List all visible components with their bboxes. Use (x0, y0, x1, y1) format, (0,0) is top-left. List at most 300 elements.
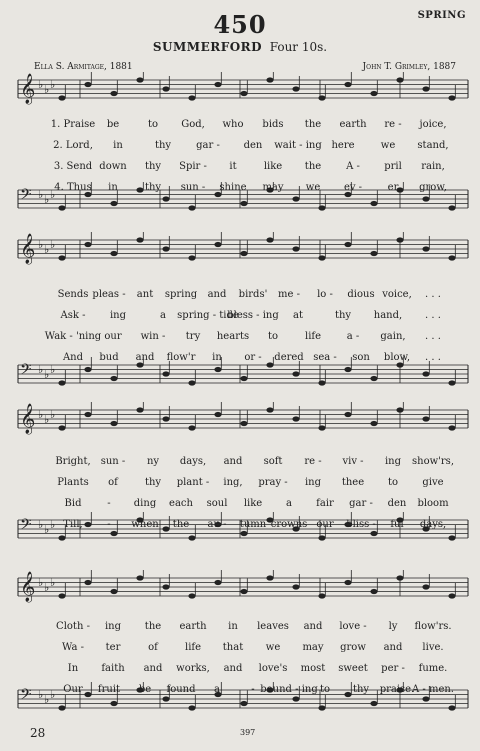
lyric-syllable: the (172, 519, 190, 530)
note-head (188, 380, 195, 385)
lyric-syllable: flow'rs. (414, 621, 452, 632)
lyric-syllable: in (212, 352, 222, 363)
note-head (162, 416, 169, 421)
lyric-syllable: voice, (382, 289, 412, 300)
note-head (292, 246, 299, 251)
lyric-syllable: stand, (417, 140, 449, 151)
flat-icon: ♭ (38, 576, 44, 589)
tune-line (0, 40, 480, 54)
lyric-syllable: in (108, 182, 118, 193)
note-head (396, 407, 403, 412)
lyric-syllable: . . . (425, 289, 441, 300)
lyric-syllable: a (214, 684, 220, 695)
lyric-syllable: at (293, 310, 303, 321)
note-head (266, 407, 273, 412)
note-head (396, 575, 403, 580)
lyric-syllable: most (300, 663, 326, 674)
note-head (344, 367, 351, 372)
flat-icon: ♭ (50, 688, 56, 701)
flat-icon: ♭ (38, 238, 44, 251)
verse-line (55, 309, 455, 325)
note-head (370, 251, 377, 256)
note-head (188, 705, 195, 710)
lyric-syllable: . . . (425, 352, 441, 363)
lyric-syllable: Plants (57, 477, 89, 488)
flat-icon: ♭ (38, 518, 44, 531)
note-head (318, 705, 325, 710)
lyric-syllable: Bid (64, 498, 82, 509)
lyric-syllable: a (286, 498, 292, 509)
note-head (448, 593, 455, 598)
lyric-syllable: and (207, 289, 227, 300)
lyric-syllable: Till, (63, 519, 83, 530)
lyric-syllable: ant (136, 289, 154, 300)
note-head (240, 376, 247, 381)
lyric-syllable: to (147, 119, 159, 130)
lyric-syllable: crowns (270, 519, 308, 530)
treble-staff (0, 232, 480, 272)
flat-icon: ♭ (50, 408, 56, 421)
lyric-syllable: thy (334, 310, 352, 321)
verse-line (55, 181, 455, 197)
lyric-syllable: me - (278, 289, 300, 300)
lyric-syllable: live. (422, 642, 444, 653)
lyric-syllable: thee (341, 477, 365, 488)
lyric-syllable: works, (176, 663, 210, 674)
lyric-syllable: leaves (257, 621, 289, 632)
lyric-syllable: ding (133, 498, 157, 509)
flat-icon: ♭ (50, 238, 56, 251)
flat-icon: ♭ (38, 408, 44, 421)
note-head (422, 584, 429, 589)
note-head (214, 367, 221, 372)
lyric-syllable: er (387, 182, 399, 193)
lyric-syllable: thy (144, 161, 162, 172)
verse-line (55, 683, 455, 699)
lyric-syllable: den (387, 498, 407, 509)
note-head (448, 255, 455, 260)
lyric-syllable: hand, (373, 310, 403, 321)
lyric-syllable: praise. (379, 684, 415, 695)
note-head (58, 380, 65, 385)
lyric-syllable: fair (316, 498, 334, 509)
note-head (188, 205, 195, 210)
flat-icon: ♭ (50, 576, 56, 589)
treble-clef-icon: 𝄞 (20, 572, 36, 602)
lyric-syllable: found (166, 684, 196, 695)
lyric-syllable: ful (390, 519, 404, 530)
lyric-syllable: thy (144, 182, 162, 193)
lyric-syllable: to (387, 477, 399, 488)
note-head (370, 589, 377, 594)
note-head (292, 86, 299, 91)
lyric-syllable: like (263, 161, 283, 172)
note-head (110, 91, 117, 96)
note-head (188, 255, 195, 260)
lyric-syllable: ev - (343, 182, 363, 193)
lyric-syllable: shine (219, 182, 247, 193)
lyric-syllable: Ask - (60, 310, 86, 321)
note-head (240, 251, 247, 256)
flat-icon: ♭ (50, 518, 56, 531)
note-head (214, 242, 221, 247)
lyric-syllable: and (223, 663, 243, 674)
lyric-syllable: and (143, 663, 163, 674)
bass-clef-icon: 𝄢 (20, 686, 32, 707)
flat-icon: ♭ (38, 363, 44, 376)
lyric-syllable: and (303, 621, 323, 632)
treble-clef-icon: 𝄞 (20, 404, 36, 434)
lyric-syllable: ing (109, 310, 127, 321)
verse-line (55, 288, 455, 304)
note-head (58, 535, 65, 540)
flat-icon: ♭ (50, 363, 56, 376)
treble-staff (0, 72, 480, 112)
lyric-syllable: our (104, 331, 122, 342)
lyric-syllable: may (302, 642, 324, 653)
lyric-syllable: soft (263, 456, 283, 467)
treble-staff (0, 570, 480, 610)
lyric-syllable: in (228, 621, 238, 632)
lyric-syllable: pleas - (92, 289, 126, 300)
lyric-syllable: wait - ing (274, 140, 322, 151)
note-head (370, 201, 377, 206)
verse-line (44, 330, 455, 346)
note-head (58, 425, 65, 430)
lyric-syllable: of (108, 477, 118, 488)
lyric-syllable: that (222, 642, 244, 653)
note-head (422, 196, 429, 201)
lyric-syllable: win - (140, 331, 166, 342)
lyric-syllable: re - (384, 119, 402, 130)
lyric-syllable: thy (144, 477, 162, 488)
note-head (162, 246, 169, 251)
lyric-syllable: earth (339, 119, 367, 130)
page-number: 28 (30, 726, 46, 740)
lyric-syllable: spring - tide (177, 310, 239, 321)
lyric-syllable: we (380, 140, 396, 151)
note-head (136, 407, 143, 412)
lyric-syllable: it (229, 161, 237, 172)
season-label: SPRING (417, 10, 466, 21)
note-head (58, 593, 65, 598)
flat-icon: ♭ (50, 78, 56, 91)
note-head (136, 237, 143, 242)
lyric-syllable: down (99, 161, 127, 172)
lyric-syllable: den (243, 140, 263, 151)
note-head (58, 95, 65, 100)
lyric-syllable: to (319, 684, 331, 695)
lyric-syllable: sun - (100, 456, 126, 467)
lyric-syllable: joice, (419, 119, 447, 130)
flat-icon: ♭ (50, 188, 56, 201)
verse-line (55, 641, 455, 657)
verse-line (55, 455, 455, 471)
lyric-syllable: sun - (180, 182, 206, 193)
note-head (162, 584, 169, 589)
lyric-syllable: - (251, 684, 255, 695)
note-head (422, 371, 429, 376)
lyric-syllable: dered (274, 352, 304, 363)
verse-line (55, 139, 455, 155)
treble-clef-icon: 𝄞 (20, 74, 36, 104)
note-head (344, 412, 351, 417)
flat-icon: ♭ (44, 693, 50, 706)
lyric-syllable: Wak - 'ning (44, 331, 102, 342)
lyric-syllable: or - (244, 352, 262, 363)
lyric-syllable: . . . (425, 310, 441, 321)
verse-line (55, 620, 455, 636)
note-head (344, 580, 351, 585)
lyric-syllable: ny (146, 456, 160, 467)
lyric-syllable: pril (384, 161, 402, 172)
note-head (84, 580, 91, 585)
lyric-syllable: bloom (417, 498, 449, 509)
verse-line (55, 497, 455, 513)
note-head (266, 237, 273, 242)
note-head (318, 380, 325, 385)
lyric-syllable: son (352, 352, 370, 363)
lyric-syllable: the (304, 161, 322, 172)
note-head (318, 425, 325, 430)
lyric-syllable: gain, (380, 331, 406, 342)
lyric-syllable: . . . (425, 331, 441, 342)
composer-credit: John T. Grimley, 1887 (362, 62, 456, 72)
flat-icon: ♭ (44, 243, 50, 256)
lyric-syllable: try (185, 331, 201, 342)
note-head (292, 416, 299, 421)
lyric-syllable: each (169, 498, 193, 509)
lyric-syllable: the (144, 621, 162, 632)
lyric-syllable: In (67, 663, 79, 674)
lyric-syllable: like (243, 498, 263, 509)
lyric-syllable: bound - ing (260, 684, 318, 695)
note-head (318, 205, 325, 210)
lyric-syllable: and (383, 642, 403, 653)
note-head (292, 371, 299, 376)
note-head (448, 380, 455, 385)
lyric-syllable: rain, (421, 161, 445, 172)
lyric-syllable: God, (181, 119, 205, 130)
hymn-number: 450 (213, 10, 267, 39)
note-head (188, 425, 195, 430)
note-head (240, 201, 247, 206)
lyric-syllable: Wa - (62, 642, 84, 653)
lyric-syllable: Our (63, 684, 83, 695)
lyric-syllable: gar - (196, 140, 220, 151)
lyric-syllable: ing (384, 456, 402, 467)
note-head (214, 412, 221, 417)
lyric-syllable: - (107, 519, 111, 530)
lyric-syllable: 1. Praise (50, 119, 96, 130)
lyric-syllable: per - (381, 663, 405, 674)
note-head (448, 95, 455, 100)
note-head (344, 82, 351, 87)
note-head (214, 580, 221, 585)
lyric-syllable: Spir - (179, 161, 207, 172)
lyric-syllable: bless - ing (227, 310, 279, 321)
lyric-syllable: bud (99, 352, 119, 363)
note-head (214, 82, 221, 87)
lyric-syllable: be (106, 119, 120, 130)
lyric-syllable: fruit (97, 684, 121, 695)
flat-icon: ♭ (44, 193, 50, 206)
note-head (370, 376, 377, 381)
note-head (422, 416, 429, 421)
verse-line (50, 118, 455, 134)
lyric-syllable: thy (352, 684, 370, 695)
lyric-syllable: Cloth - (56, 621, 90, 632)
note-head (162, 86, 169, 91)
note-head (136, 77, 143, 82)
lyric-syllable: earth (179, 621, 207, 632)
flat-icon: ♭ (44, 83, 50, 96)
lyric-syllable: Bright, (55, 456, 91, 467)
bass-clef-icon: 𝄢 (20, 516, 32, 537)
lyric-syllable: ing (304, 477, 322, 488)
note-head (84, 367, 91, 372)
lyric-syllable: 2. Lord, (53, 140, 93, 151)
note-head (292, 196, 299, 201)
lyric-syllable: bids (262, 119, 284, 130)
lyric-syllable: life (304, 331, 322, 342)
lyric-syllable: grow (340, 642, 366, 653)
lyric-syllable: tumn (239, 519, 267, 530)
lyric-syllable: who (222, 119, 244, 130)
note-head (188, 593, 195, 598)
lyric-syllable: life (184, 642, 202, 653)
note-head (396, 237, 403, 242)
note-head (58, 705, 65, 710)
note-head (318, 535, 325, 540)
note-head (318, 593, 325, 598)
note-head (266, 77, 273, 82)
note-head (110, 376, 117, 381)
verse-line (55, 518, 455, 534)
lyric-syllable: we (265, 642, 281, 653)
lyric-syllable: ing (104, 621, 122, 632)
note-head (370, 421, 377, 426)
note-head (240, 421, 247, 426)
note-head (188, 95, 195, 100)
note-head (448, 535, 455, 540)
lyric-syllable: soul (206, 498, 228, 509)
treble-clef-icon: 𝄞 (20, 234, 36, 264)
lyric-syllable: sea - (313, 352, 337, 363)
lyric-syllable: re - (304, 456, 322, 467)
note-head (58, 205, 65, 210)
verse-line (55, 351, 455, 367)
lyric-syllable: and (223, 456, 243, 467)
lyric-syllable: Sends (57, 289, 89, 300)
lyric-syllable: ter (105, 642, 121, 653)
note-head (162, 196, 169, 201)
flat-icon: ♭ (44, 368, 50, 381)
lyric-syllable: in (113, 140, 123, 151)
lyric-syllable: of (148, 642, 158, 653)
note-head (110, 421, 117, 426)
note-head (448, 205, 455, 210)
lyric-syllable: we (305, 182, 321, 193)
lyric-syllable: love's (258, 663, 288, 674)
lyric-syllable: grow, (419, 182, 447, 193)
lyric-syllable: 3. Send (53, 161, 93, 172)
lyric-syllable: ly (388, 621, 398, 632)
lyric-syllable: birds' (238, 289, 268, 300)
note-head (318, 95, 325, 100)
flat-icon: ♭ (38, 688, 44, 701)
lyric-syllable: au - (207, 519, 227, 530)
tune-name: SUMMERFORD (152, 40, 263, 54)
note-head (110, 201, 117, 206)
note-head (422, 246, 429, 251)
lyric-syllable: sweet (338, 663, 368, 674)
lyric-syllable: a - (346, 331, 360, 342)
note-head (344, 242, 351, 247)
lyric-syllable: bliss - (346, 519, 376, 530)
lyric-syllable: lo - (317, 289, 333, 300)
lyric-syllable: gar - (349, 498, 373, 509)
note-head (292, 584, 299, 589)
lyric-syllable: A - men. (412, 684, 454, 695)
lyric-syllable: spring (164, 289, 198, 300)
lyric-syllable: pray - (258, 477, 288, 488)
note-head (370, 701, 377, 706)
lyric-syllable: a (160, 310, 166, 321)
note-head (162, 371, 169, 376)
lyric-syllable: blow, (383, 352, 411, 363)
note-head (110, 701, 117, 706)
verse-line (55, 160, 455, 176)
bass-clef-icon: 𝄢 (20, 186, 32, 207)
lyric-syllable: give (422, 477, 444, 488)
note-head (84, 82, 91, 87)
meter: Four 10s. (269, 40, 328, 54)
lyric-syllable: viv - (342, 456, 364, 467)
note-head (84, 412, 91, 417)
note-head (58, 255, 65, 260)
lyric-syllable: days, (179, 456, 207, 467)
note-head (396, 77, 403, 82)
lyric-syllable: the (304, 119, 322, 130)
note-head (110, 589, 117, 594)
lyric-syllable: - (107, 498, 111, 509)
note-head (422, 86, 429, 91)
lyric-syllable: thy (154, 140, 172, 151)
note-head (448, 425, 455, 430)
lyric-syllable: and (135, 352, 155, 363)
lyric-syllable: 4. Thus (54, 182, 92, 193)
lyric-syllable: our (316, 519, 334, 530)
lyric-syllable: fume. (418, 663, 448, 674)
note-head (136, 575, 143, 580)
bass-clef-icon: 𝄢 (20, 361, 32, 382)
note-head (266, 575, 273, 580)
lyric-syllable: be (138, 684, 152, 695)
lyric-syllable: when (131, 519, 159, 530)
page-reference: 397 (240, 728, 256, 737)
lyric-syllable: show'rs, (412, 456, 454, 467)
note-head (84, 242, 91, 247)
note-head (188, 535, 195, 540)
flat-icon: ♭ (44, 523, 50, 536)
lyric-syllable: ing, (223, 477, 243, 488)
lyric-syllable: faith (101, 663, 125, 674)
lyric-syllable: And (62, 352, 84, 363)
note-head (240, 701, 247, 706)
note-head (110, 251, 117, 256)
note-head (448, 705, 455, 710)
